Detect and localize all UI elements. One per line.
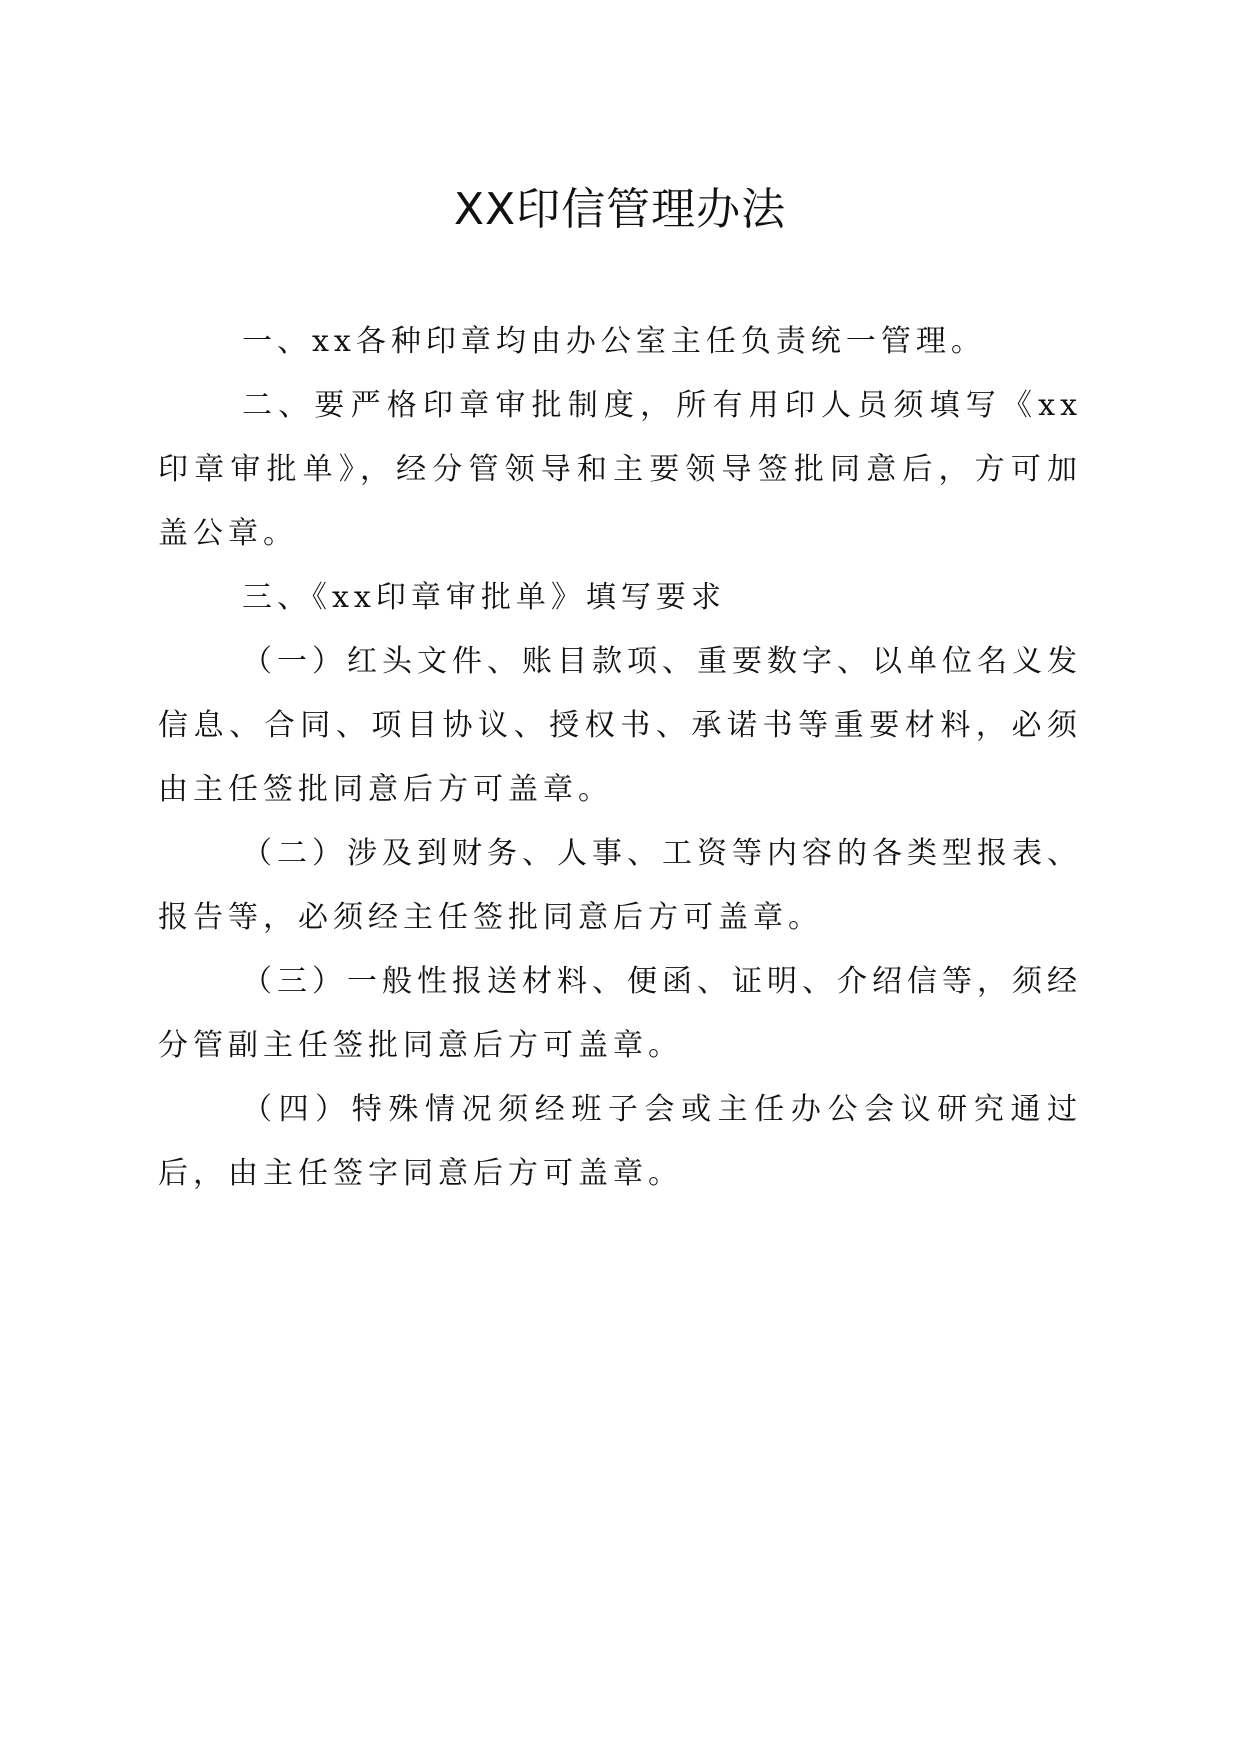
paragraph-3-item-3: （三）一般性报送材料、便函、证明、介绍信等，须经分管副主任签批同意后方可盖章。 xyxy=(158,964,1082,1063)
paragraph-2: 二、要严格印章审批制度，所有用印人员须填写《xx印章审批单》，经分管领导和主要领导签批同意后，方可加盖公章。 xyxy=(158,388,1082,551)
paragraph-3: 三、《xx印章审批单》填写要求 xyxy=(242,580,726,615)
paragraph-3-item-4: （四）特殊情况须经班子会或主任办公会议研究通过后，由主任签字同意后方可盖章。 xyxy=(158,1092,1082,1191)
document-body xyxy=(158,310,1082,1206)
document-title: XX印信管理办法 xyxy=(453,184,787,235)
paragraph-1: 一、xx各种印章均由办公室主任负责统一管理。 xyxy=(242,324,986,359)
paragraph-3-item-1: （一）红头文件、账目款项、重要数字、以单位名义发信息、合同、项目协议、授权书、承诺书等重要材料，必须由主任签批同意后方可盖章。 xyxy=(158,644,1082,807)
paragraph-3-item-2: （二）涉及到财务、人事、工资等内容的各类型报表、报告等，必须经主任签批同意后方可盖章。 xyxy=(158,836,1082,935)
